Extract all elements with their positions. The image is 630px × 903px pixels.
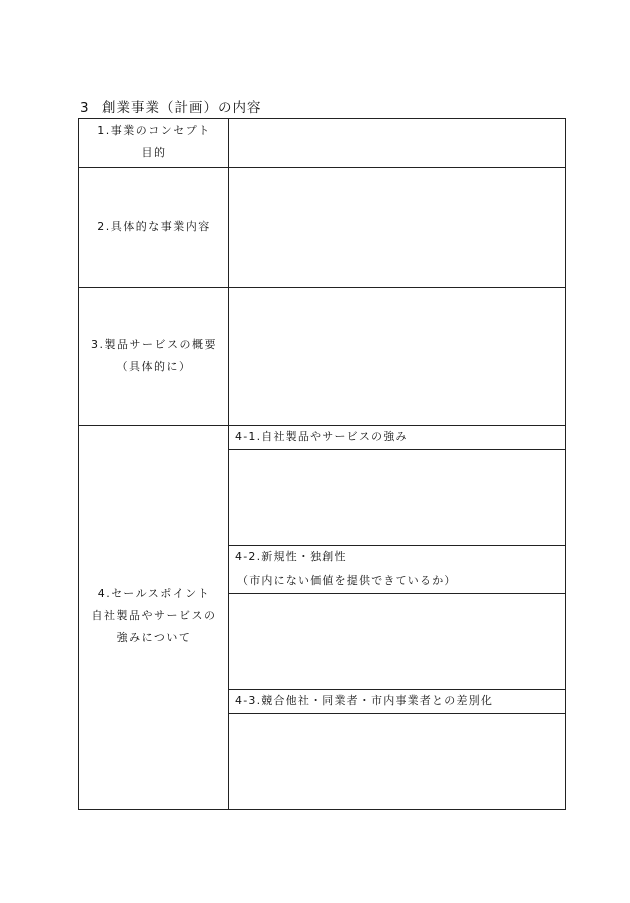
novelty-heading: 4-2.新規性・独創性: [235, 550, 347, 563]
concept-label: [79, 120, 229, 164]
section-title: [80, 96, 262, 116]
product-label-line1: 3.製品サービスの概要: [91, 338, 217, 351]
business-plan-table: [78, 118, 566, 810]
novelty-input-area[interactable]: [229, 594, 565, 689]
product-label-line2: （具体的に）: [116, 360, 192, 373]
details-label-line1: 2.具体的な事業内容: [97, 220, 211, 233]
concept-label-line2: 目的: [141, 146, 167, 159]
concept-input-area[interactable]: [229, 119, 565, 167]
differentiation-input-area[interactable]: [229, 714, 565, 809]
details-input-area[interactable]: [229, 168, 565, 287]
novelty-subheading: （市内にない価値を提供できているか）: [237, 574, 457, 587]
section-number: 3: [80, 100, 90, 116]
product-input-area[interactable]: [229, 288, 565, 425]
sales-label-line2: 自社製品やサービスの: [91, 609, 217, 622]
strengths-input-area[interactable]: [229, 450, 565, 545]
sales-label-line1: 4.セールスポイント: [97, 587, 211, 600]
concept-label-line1: 1.事業のコンセプト: [97, 124, 211, 137]
details-label: [79, 216, 229, 238]
sales-label: [79, 583, 229, 649]
section-title-text: 創業事業（計画）の内容: [102, 100, 262, 116]
differentiation-heading: 4-3.競合他社・同業者・市内事業者との差別化: [235, 694, 494, 707]
sales-label-line3: 強みについて: [116, 631, 192, 644]
strengths-heading: 4-1.自社製品やサービスの強み: [235, 430, 408, 443]
product-label: [79, 334, 229, 378]
